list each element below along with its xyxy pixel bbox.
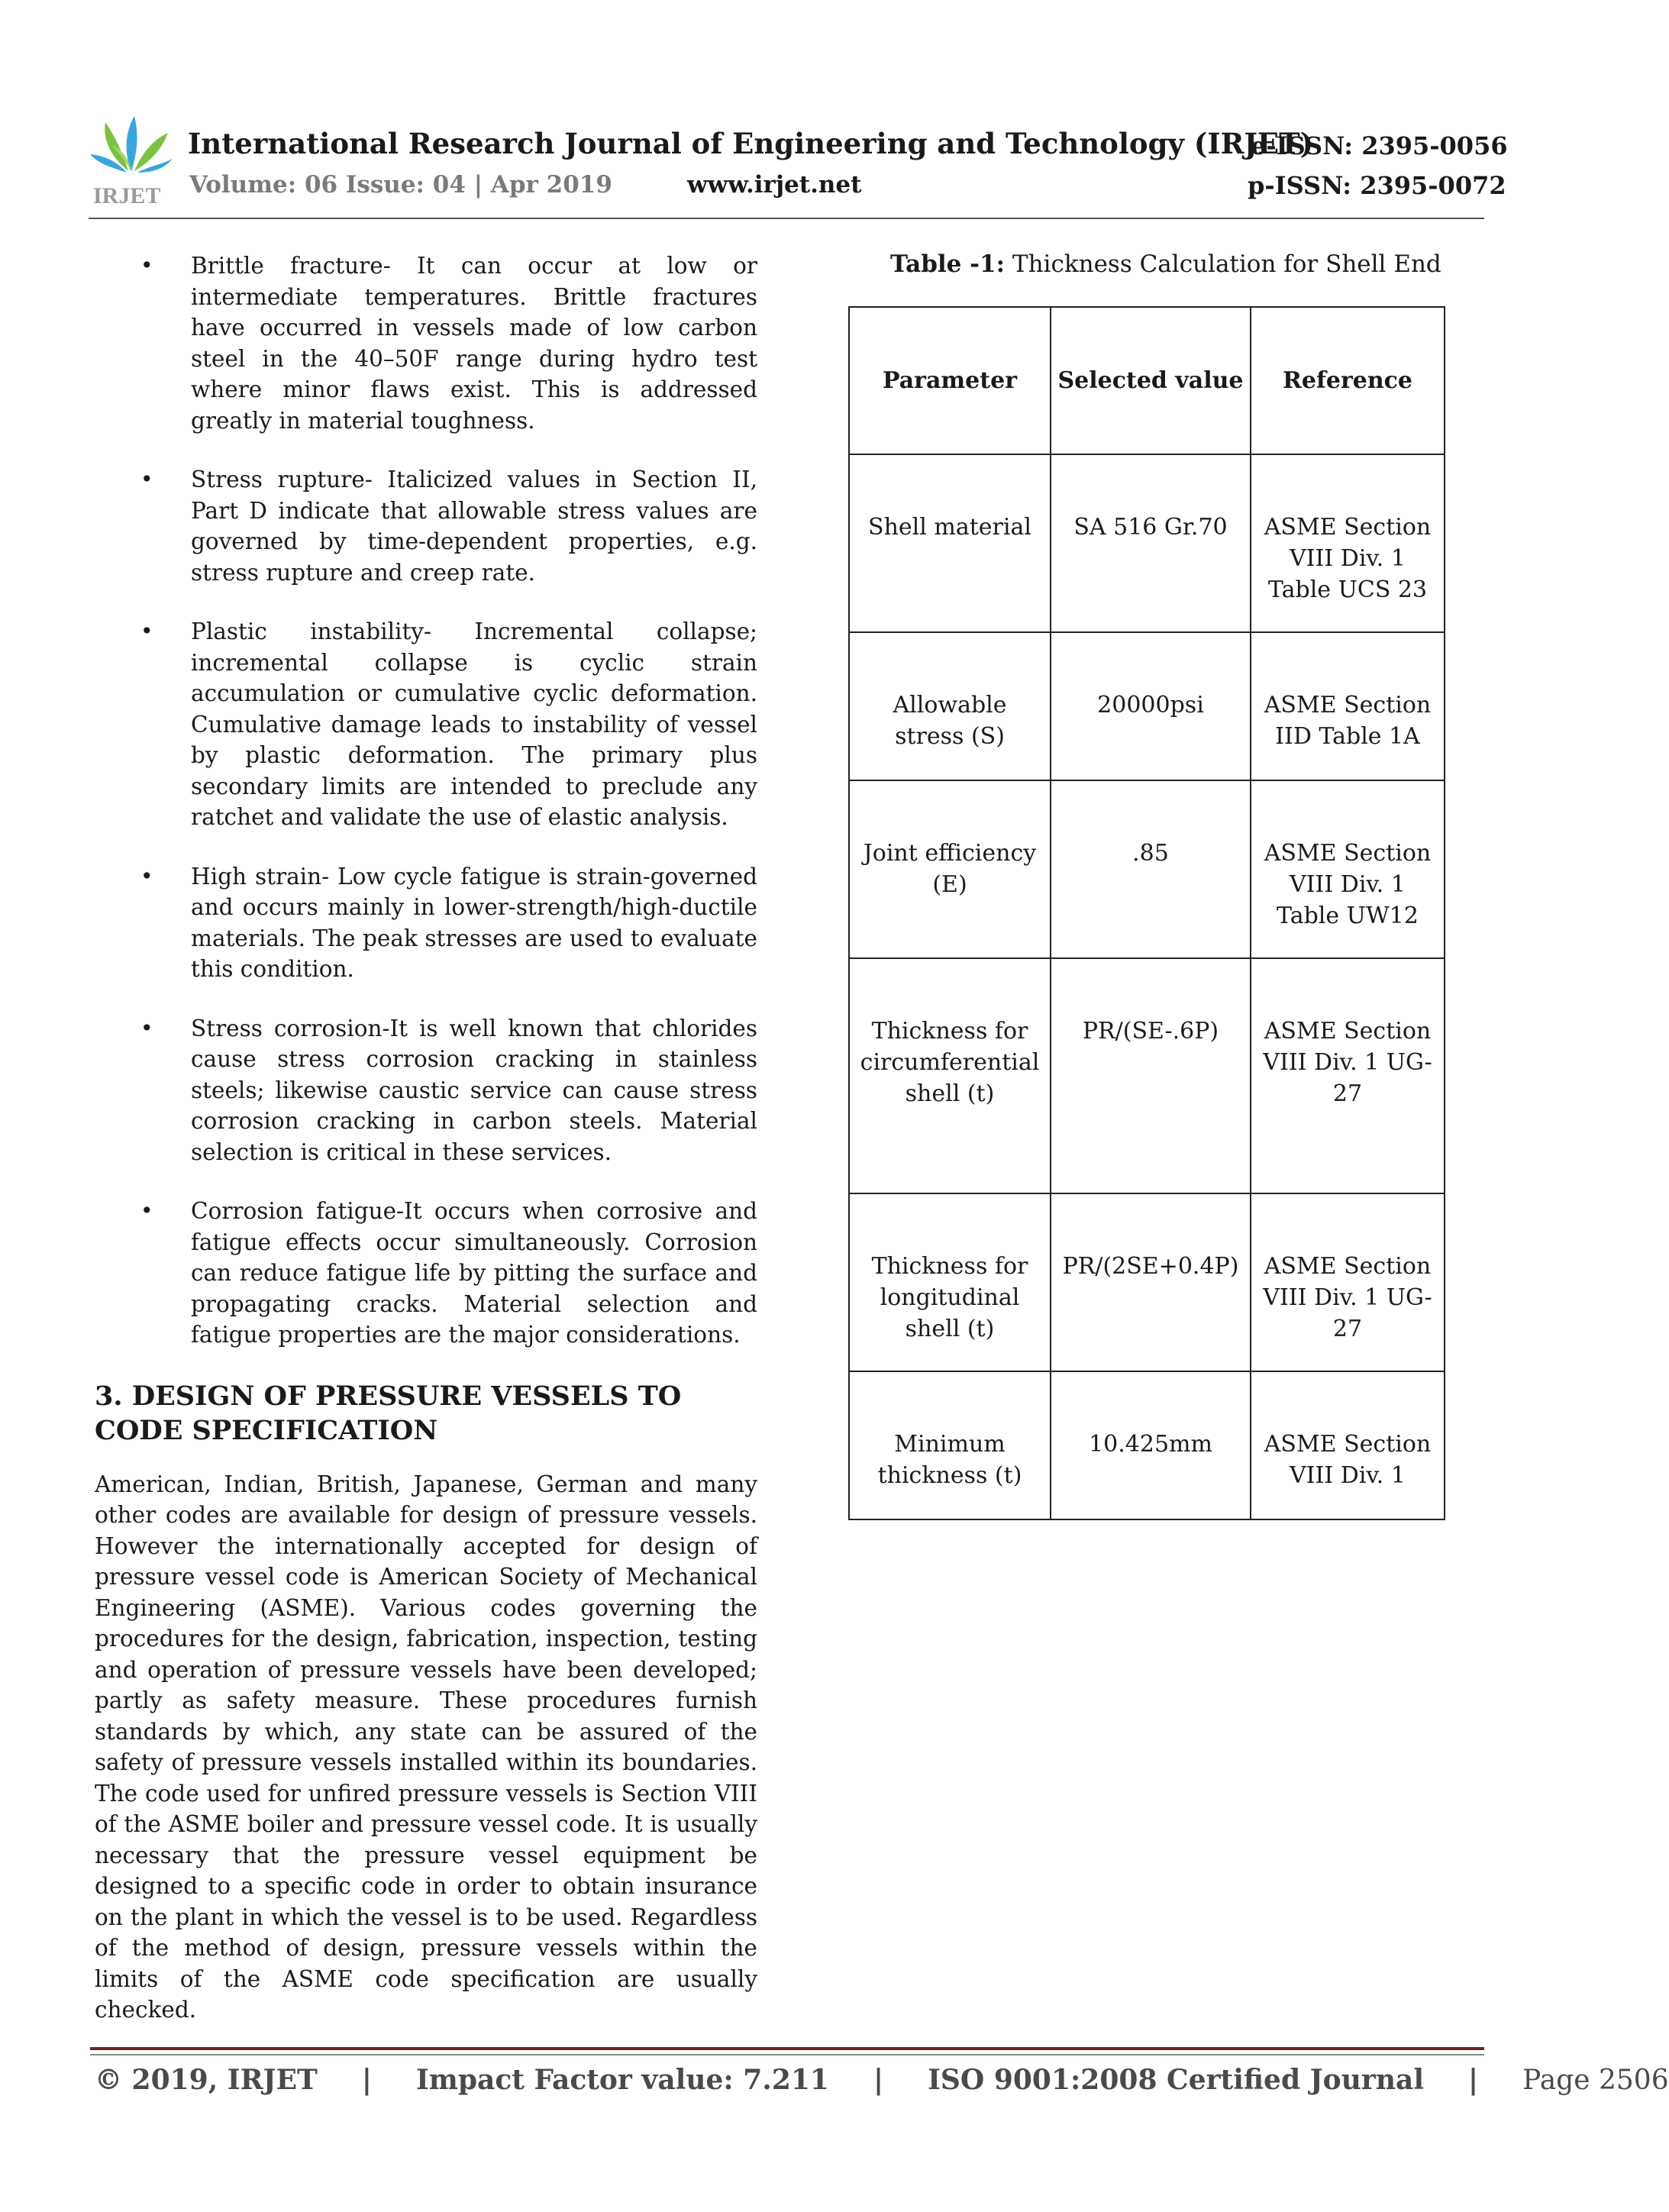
table-caption-label: Table -1:	[890, 250, 1006, 278]
bullet-icon: •	[140, 1198, 153, 1223]
footer-separator: |	[361, 2064, 372, 2096]
list-item	[95, 464, 757, 588]
table-cell: ASME Section VIII Div. 1 UG-27	[1251, 1193, 1445, 1371]
bullet-icon: •	[140, 1015, 153, 1041]
p-issn: p-ISSN: 2395-0072	[1248, 171, 1506, 200]
section-heading: 3. DESIGN OF PRESSURE VESSELS TO CODE SPECIFICATION	[95, 1380, 682, 1446]
column-header: Selected value	[1051, 307, 1251, 454]
bullet-icon: •	[140, 618, 153, 644]
list-item-text: Stress corrosion-It is well known that chlorides cause stress corrosion cracking in stainless steels; likewise caustic service can cause stress corrosion cracking in carbon steels. Material selection is critical in these services.	[191, 1015, 757, 1165]
list-item-text: Stress rupture- Italicized values in Section II, Part D indicate that allowable stress values are governed by time-dependent properties, e.g. stress rupture and creep rate.	[191, 467, 757, 586]
table-cell: Thickness for circumferential shell (t)	[849, 958, 1051, 1193]
table-cell: ASME Section VIII Div. 1	[1251, 1371, 1445, 1519]
table-row	[849, 1371, 1445, 1519]
table-header-row	[849, 307, 1445, 454]
table-cell: Shell material	[849, 454, 1051, 632]
journal-website-link[interactable]: www.irjet.net	[687, 171, 862, 199]
bullet-icon: •	[140, 863, 153, 889]
left-column	[95, 250, 757, 2026]
table-cell: Allowable stress (S)	[849, 632, 1051, 780]
list-item	[95, 1196, 757, 1351]
list-item-text: Plastic instability- Incremental collapse; incremental collapse is cyclic strain accumulation or cumulative cyclic deformation. Cumulative damage leads to instability of vessel by plastic deformation. The primary plus secondary limits are intended to preclude any ratchet and validate the use of elastic analysis.	[191, 618, 757, 830]
page-number: Page 2506	[1522, 2065, 1669, 2096]
failure-modes-list	[95, 250, 757, 1351]
footer-separator: |	[873, 2064, 884, 2096]
table-cell: 10.425mm	[1051, 1371, 1251, 1519]
table-cell: .85	[1051, 780, 1251, 958]
footer-separator: |	[1468, 2064, 1479, 2096]
footer-divider-thin	[90, 2054, 1484, 2055]
table-cell: ASME Section VIII Div. 1 Table UCS 23	[1251, 454, 1445, 632]
list-item-text: Brittle fracture- It can occur at low or intermediate temperatures. Brittle fractures have occurred in vessels made of low carbon steel in the 40–50F range during hydro test where minor flaws exist. This is addressed greatly in material toughness.	[191, 253, 757, 434]
table-cell: PR/(2SE+0.4P)	[1051, 1193, 1251, 1371]
logo-leaves-icon	[90, 116, 173, 173]
table-cell: ASME Section VIII Div. 1 UG-27	[1251, 958, 1445, 1193]
table-row	[849, 958, 1445, 1193]
table-cell: ASME Section IID Table 1A	[1251, 632, 1445, 780]
table-cell: SA 516 Gr.70	[1051, 454, 1251, 632]
list-item	[95, 861, 757, 985]
table-cell: Thickness for longitudinal shell (t)	[849, 1193, 1051, 1371]
table-row	[849, 454, 1445, 632]
header-divider	[89, 218, 1484, 219]
irjet-logo	[89, 111, 174, 208]
copyright: © 2019, IRJET	[95, 2064, 318, 2096]
list-item-text: Corrosion fatigue-It occurs when corrosive and fatigue effects occur simultaneously. Corrosion can reduce fatigue life by pitting the surface and propagating cracks. Material selection and fatigue properties are the major considerations.	[191, 1198, 757, 1348]
volume-issue: Volume: 06 Issue: 04 | Apr 2019	[189, 171, 612, 199]
list-item	[95, 616, 757, 833]
list-item	[95, 250, 757, 436]
table-cell: 20000psi	[1051, 632, 1251, 780]
footer-divider	[90, 2047, 1484, 2050]
table-row	[849, 780, 1445, 958]
column-header: Reference	[1251, 307, 1445, 454]
logo-text: IRJET	[93, 183, 161, 208]
list-item	[95, 1013, 757, 1168]
page-footer	[95, 2064, 1669, 2096]
journal-title: International Research Journal of Engineering and Technology (IRJET)	[188, 127, 1314, 160]
list-item-text: High strain- Low cycle fatigue is strain-governed and occurs mainly in lower-strength/high-ductile materials. The peak stresses are used to evaluate this condition.	[191, 863, 757, 982]
table-row	[849, 632, 1445, 780]
iso-certification: ISO 9001:2008 Certified Journal	[928, 2064, 1425, 2096]
impact-factor: Impact Factor value: 7.211	[415, 2064, 829, 2096]
bullet-icon: •	[140, 467, 153, 492]
table-cell: Joint efficiency (E)	[849, 780, 1051, 958]
bullet-icon: •	[140, 253, 153, 278]
table-cell: PR/(SE-.6P)	[1051, 958, 1251, 1193]
section-paragraph: American, Indian, British, Japanese, German and many other codes are available for design of pressure vessels. However the internationally accepted for design of pressure vessel code is American Society of Mechanical Engineering (ASME). Various codes governing the procedures for the design, fabrication, inspection, testing and operation of pressure vessels have been developed; partly as safety measure. These procedures furnish standards by which, any state can be assured of the safety of pressure vessels installed within its boundaries. The code used for unfired pressure vessels is Section VIII of the ASME boiler and pressure vessel code. It is usually necessary that the pressure vessel equipment be designed to a specific code in order to obtain insurance on the plant in which the vessel is to be used. Regardless of the method of design, pressure vessels within the limits of the ASME code specification are usually checked.	[95, 1471, 757, 2023]
column-header: Parameter	[849, 307, 1051, 454]
e-issn: e-ISSN: 2395-0056	[1251, 131, 1508, 160]
thickness-table	[848, 306, 1445, 1520]
table-cell: ASME Section VIII Div. 1 Table UW12	[1251, 780, 1445, 958]
table-cell: Minimum thickness (t)	[849, 1371, 1051, 1519]
table-caption	[890, 250, 1441, 278]
table-row	[849, 1193, 1445, 1371]
table-caption-text: Thickness Calculation for Shell End	[1005, 250, 1441, 278]
